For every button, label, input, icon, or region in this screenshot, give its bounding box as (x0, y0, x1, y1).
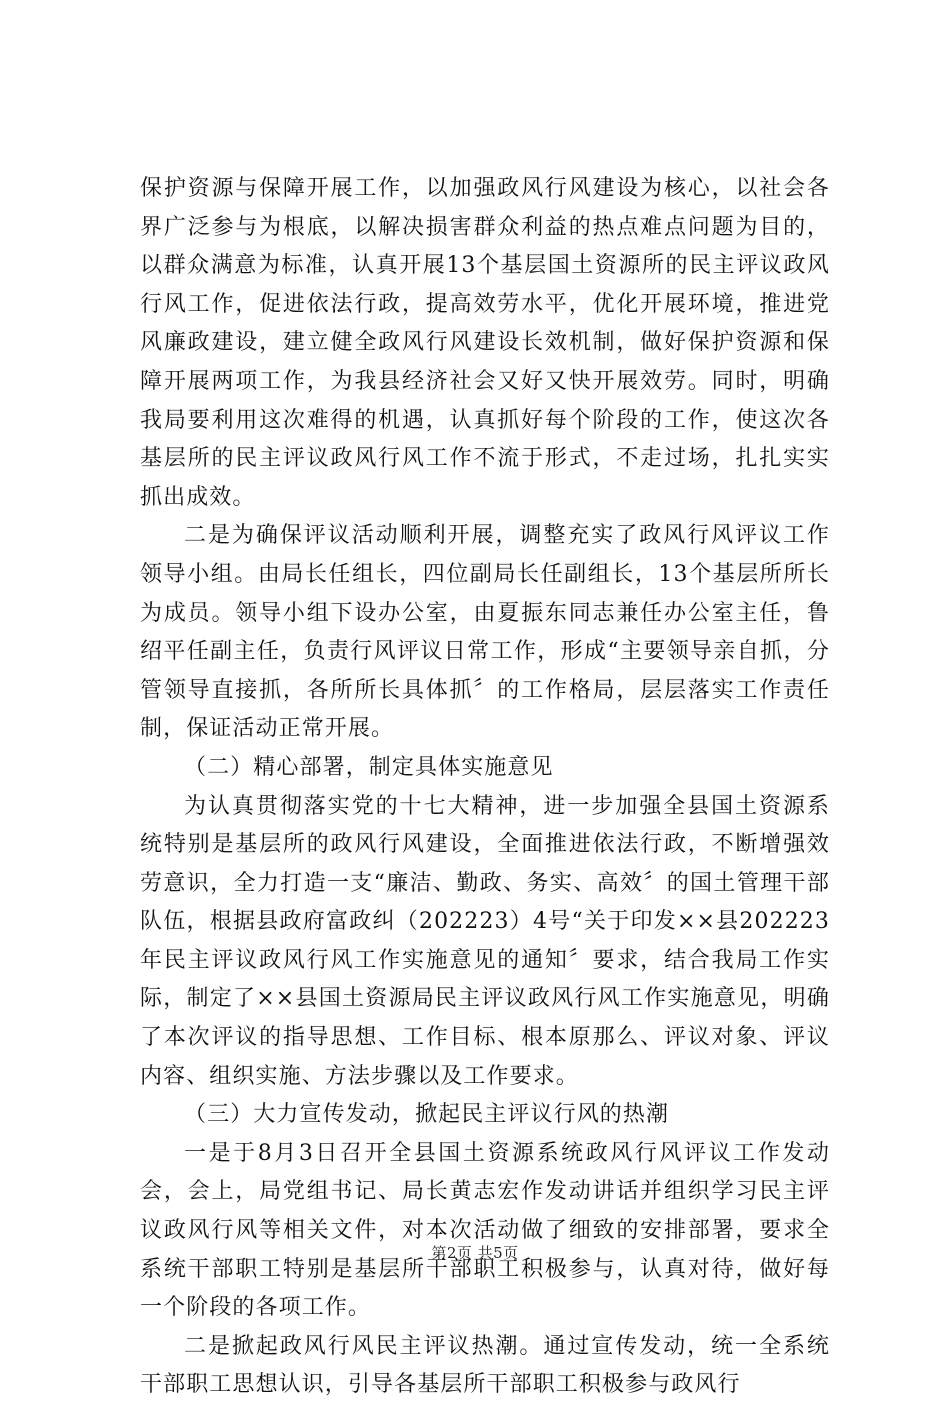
page-number-footer: 第2页 共5页 (431, 1244, 519, 1262)
section-heading-3: （三）大力宣传发动，掀起民主评议行风的热潮 (184, 1102, 670, 1128)
paragraph-leadership-group: 二是为确保评议活动顺利开展，调整充实了政风行风评议工作领导小组。由局长任组长，四位副局长任副组长，13个基层所所长为成员。领导小组下设办公室，由夏振东同志兼任办公室主任，鲁绍平任副主任，负责行风评议日常工作，形成“主要领导亲自抓，分管领导直接抓，各所所长具体抓〞的工作格局，层层落实工作责任制，保证活动正常开展。 (140, 523, 830, 742)
section-heading-2: （二）精心部署，制定具体实施意见 (184, 754, 554, 780)
paragraph-continuation: 保护资源与保障开展工作，以加强政风行风建设为核心，以社会各界广泛参与为根底，以解决损害群众利益的热点难点问题为目的，以群众满意为标准，认真开展13个基层国土资源所的民主评议政风行风工作，促进依法行政，提高效劳水平，优化开展环境，推进党风廉政建设，建立健全政风行风建设长效机制，做好保护资源和保障开展两项工作，为我县经济社会又好又快开展效劳。同时，明确我局要利用这次难得的机遇，认真抓好每个阶段的工作，使这次各基层所的民主评议政风行风工作不流于形式，不走过场，扎扎实实抓出成效。 (140, 176, 830, 510)
document-body (140, 170, 830, 1405)
paragraph-evaluation-campaign: 二是掀起政风行风民主评议热潮。通过宣传发动，统一全系统干部职工思想认识，引导各基层所干部职工积极参与政风行 (140, 1333, 830, 1398)
paragraph-implementation-plan: 为认真贯彻落实党的十七大精神，进一步加强全县国土资源系统特别是基层所的政风行风建设，全面推进依法行政，不断增强效劳意识，全力打造一支“廉洁、勤政、务实、高效〞的国土管理干部队伍，根据县政府富政纠（202223）4号“关于印发××县202223年民主评议政风行风工作实施意见的通知〞要求，结合我局工作实际，制定了××县国土资源局民主评议政风行风工作实施意见，明确了本次评议的指导思想、工作目标、根本原那么、评议对象、评议内容、组织实施、方法步骤以及工作要求。 (140, 793, 830, 1089)
paragraph-mobilization-meeting: 一是于8月3日召开全县国土资源系统政风行风评议工作发动会，会上，局党组书记、局长黄志宏作发动讲话并组织学习民主评议政风行风等相关文件，对本次活动做了细致的安排部署，要求全系统干部职工特别是基层所干部职工积极参与，认真对待，做好每一个阶段的各项工作。 (140, 1140, 830, 1321)
